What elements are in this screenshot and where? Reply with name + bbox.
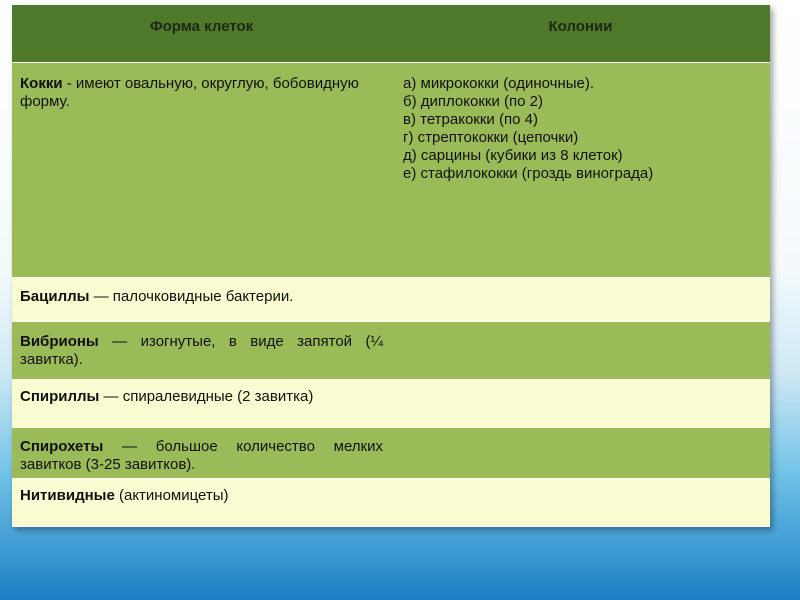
cell-spirilla-form [12,380,391,428]
table-header-row [12,5,770,63]
cell-cocci-colonies [391,63,770,278]
cell-spirochetes-colonies [391,428,770,479]
term-spirochetes: Спирохеты [20,438,104,455]
term-filamentous: Нитивидные [20,487,115,504]
term-cocci: Кокки [20,75,63,92]
cell-vibrio-colonies [391,322,770,380]
cell-bacilli-form [12,278,391,322]
table-row-bacilli [12,278,770,322]
header-cell-colonies: Колонии [391,5,770,63]
desc-vibrio: — изогнутые, в виде запятой (¼ завитка). [20,333,383,368]
cell-vibrio-form [12,322,391,380]
cell-forms-table [12,5,770,527]
cell-spirilla-colonies [391,380,770,428]
desc-bacilli: — палочковидные бактерии. [89,288,294,305]
cell-spirochetes-form [12,428,391,479]
list-item: а) микрококки (одиночные). [403,75,595,92]
table-row-spirilla [12,380,770,428]
term-spirilla: Спириллы [20,388,100,405]
desc-filamentous: (актиномицеты) [114,487,229,504]
table-row-cocci [12,63,770,278]
cell-bacilli-colonies [391,278,770,322]
list-item: е) стафилококки (гроздь винограда) [403,165,654,182]
desc-spirochetes: — большое количество мелких завитков (3-25 завитков). [20,438,383,473]
desc-cocci: - имеют овальную, округлую, бобовидную форму. [20,75,359,110]
list-item: г) стрептококки (цепочки) [403,129,579,146]
colony-list [403,75,762,183]
cell-filamentous-form [12,479,391,527]
term-vibrio: Вибрионы [20,333,99,350]
desc-spirilla: — спиралевидные (2 завитка) [99,388,314,405]
table-row-spirochetes [12,428,770,479]
list-item: д) сарцины (кубики из 8 клеток) [403,147,623,164]
list-item: б) диплококки (по 2) [403,93,543,110]
term-bacilli: Бациллы [20,288,90,305]
cell-cocci-form [12,63,391,278]
list-item: в) тетракокки (по 4) [403,111,538,128]
cell-filamentous-colonies [391,479,770,527]
header-cell-forms: Форма клеток [12,5,391,63]
table-row-filamentous [12,479,770,527]
table-row-vibrio [12,322,770,380]
